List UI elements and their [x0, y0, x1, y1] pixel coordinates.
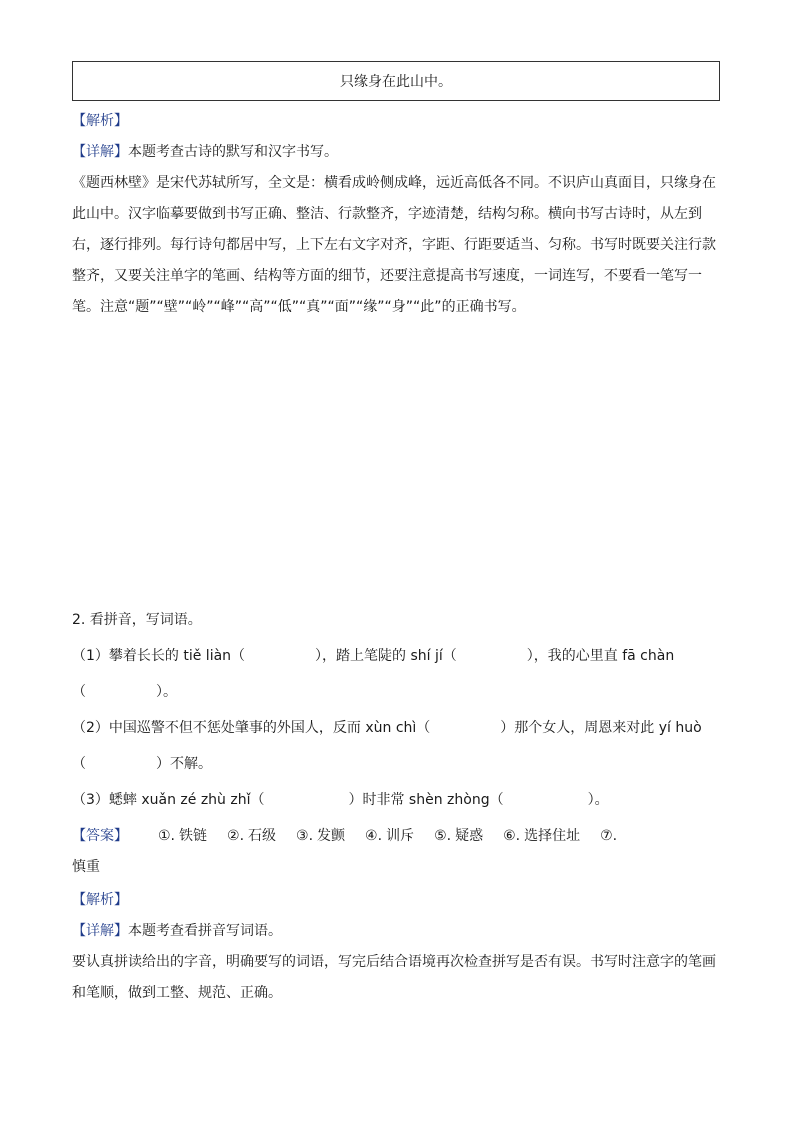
- analysis-tag-1: 【解析】: [72, 113, 128, 129]
- para-line: 此山中。汉字临摹要做到书写正确、整洁、行款整齐，字迹清楚，结构匀称。横向书写古诗时，从左到: [72, 206, 702, 222]
- answer-last-line: 慎重: [72, 859, 100, 875]
- para-line: 整齐，又要关注单字的笔画、结构等方面的细节，还要注意提高书写速度，一词连写，不要看一笔写一: [72, 268, 702, 284]
- detail-intro-2: 本题考查看拼音写词语。: [128, 923, 282, 939]
- answer-item: ⑤. 疑惑: [434, 828, 484, 844]
- para-line: 要认真拼读给出的字音，明确要写的词语，写完后结合语境再次检查拼写是否有误。书写时注意字的笔画: [72, 954, 716, 970]
- answer-item: ②. 石级: [227, 828, 277, 844]
- answer-item: ⑦.: [600, 828, 618, 844]
- answer-box: [72, 61, 720, 101]
- question-line: （ ）不解。: [72, 756, 212, 772]
- detail-line-2: [72, 921, 282, 941]
- question-line: （3）蟋蟀 xuǎn zé zhù zhǐ（ ）时非常 shèn zhòng（ ）。: [72, 792, 609, 808]
- detail-tag-1: 【详解】: [72, 144, 128, 160]
- detail-intro-1: 本题考查古诗的默写和汉字书写。: [128, 144, 338, 160]
- question-line: （2）中国巡警不但不惩处肇事的外国人，反而 xùn chì（ ）那个女人，周恩来对此 yí huò: [72, 720, 702, 736]
- para-line: 笔。注意“题”“壁”“岭”“峰”“高”“低”“真”“面”“缘”“身”“此”的正确书写。: [72, 299, 526, 315]
- answer-item: ⑥. 选择住址: [503, 828, 581, 844]
- answer-box-text: 只缘身在此山中。: [340, 74, 452, 90]
- answer-row: [72, 826, 722, 846]
- para-line: 和笔顺，做到工整、规范、正确。: [72, 985, 282, 1001]
- detail-tag-2: 【详解】: [72, 923, 128, 939]
- question-2-title: 2. 看拼音，写词语。: [72, 612, 202, 628]
- answer-item: ④. 训斥: [365, 828, 415, 844]
- question-line: （ ）。: [72, 684, 177, 700]
- para-line: 右，逐行排列。每行诗句都居中写，上下左右文字对齐，字距、行距要适当、匀称。书写时既要关注行款: [72, 237, 716, 253]
- answer-item: ③. 发颤: [296, 828, 346, 844]
- para-line: 《题西林壁》是宋代苏轼所写，全文是：横看成岭侧成峰，远近高低各不同。不识庐山真面目，只缘身在: [72, 175, 716, 191]
- answer-tag: 【答案】: [72, 828, 128, 844]
- question-line: （1）攀着长长的 tiě liàn（ ），踏上笔陡的 shí jí（ ），我的心里直 fā chàn: [72, 648, 675, 664]
- detail-line-1: [72, 142, 338, 162]
- analysis-tag-2: 【解析】: [72, 892, 128, 908]
- answer-item: ①. 铁链: [158, 828, 208, 844]
